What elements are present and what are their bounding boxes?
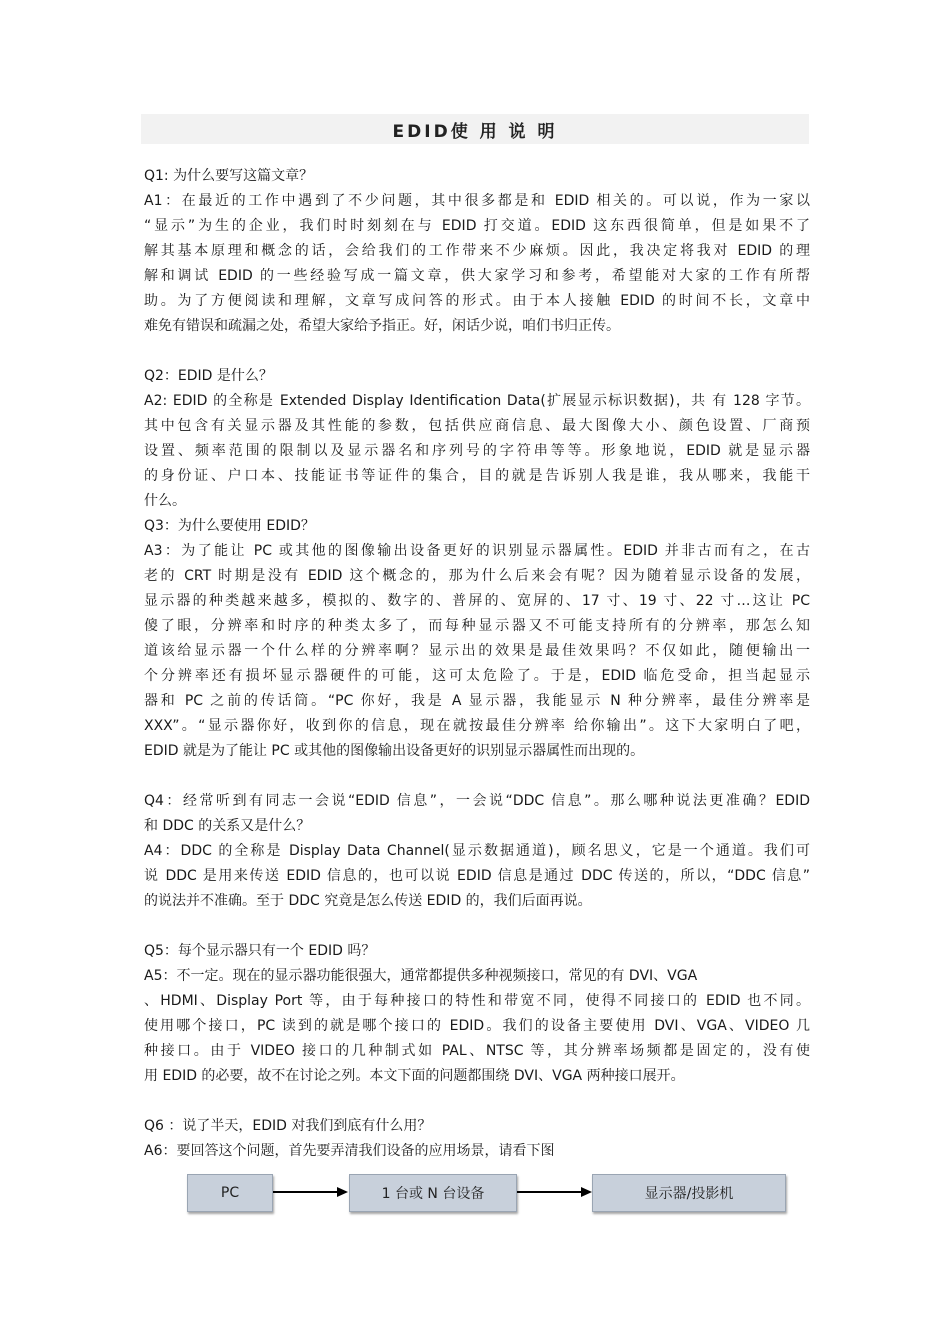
text-line: A3：为了能让 PC 或其他的图像输出设备更好的识别显示器属性。EDID 并非古而有之，在古 <box>144 543 810 559</box>
text-line: 傻了眼，分辨率和时序的种类太多了，而每种显示器又不可能支持所有的分辨率，那怎么知 <box>144 618 810 634</box>
document-body <box>144 164 810 1164</box>
flow-diagram <box>0 1168 950 1218</box>
text-line: A1：在最近的工作中遇到了不少问题，其中很多都是和 EDID 相关的。可以说，作为一家以 <box>144 193 810 209</box>
paragraph-spacer <box>144 764 810 789</box>
text-line: A2: EDID 的全称是 Extended Display Identification Data(扩展显示标识数据)，共 有 128 字节。 <box>144 393 810 409</box>
arrow-right-icon <box>515 1182 595 1202</box>
text-line: 老的 CRT 时期是没有 EDID 这个概念的，那为什么后来会有呢？因为随着显示设备的发展， <box>144 568 810 584</box>
text-line: 和 DDC 的关系又是什么？ <box>144 818 311 834</box>
text-line: 用 EDID 的必要，故不在讨论之列。本文下面的问题都围绕 DVI、VGA 两种接口展开。 <box>144 1068 685 1084</box>
text-line: 解其基本原理和概念的话，会给我们的工作带来不少麻烦。因此，我决定将我对 EDID 的理 <box>144 243 810 259</box>
text-line: 解和调试 EDID 的一些经验写成一篇文章，供大家学习和参考，希望能对大家的工作有所帮 <box>144 268 810 284</box>
text-line: A5：不一定。现在的显示器功能很强大，通常都提供多种视频接口，常见的有 DVI、VGA <box>144 968 698 984</box>
text-line: 道该给显示器一个什么样的分辨率啊？显示出的效果是最佳效果吗？不仅如此，随便输出一 <box>144 643 810 659</box>
diagram-box-devices: 1 台或 N 台设备 <box>349 1174 517 1212</box>
text-line: 个分辨率还有损坏显示器硬件的可能，这可太危险了。于是，EDID 临危受命，担当起显示 <box>144 668 810 684</box>
document-title: EDID使 用 说 明 <box>392 121 558 142</box>
text-line: “显示”为生的企业，我们时时刻刻在与 EDID 打交道。EDID 这东西很简单，但是如果不了 <box>144 218 810 234</box>
text-line: 显示器的种类越来越多，模拟的、数字的、普屏的、宽屏的、17 寸、19 寸、22 寸…这让 PC <box>144 593 810 609</box>
text-line: A6：要回答这个问题，首先要弄清我们设备的应用场景，请看下图 <box>144 1143 555 1159</box>
text-line: Q4：经常听到有同志一会说“EDID 信息”，一会说“DDC 信息”。那么哪种说法更准确？EDID <box>144 793 810 809</box>
arrow-right-icon <box>271 1182 351 1202</box>
text-line: 难免有错误和疏漏之处，希望大家给予指正。好，闲话少说，咱们书归正传。 <box>144 318 620 334</box>
text-line: Q1: 为什么要写这篇文章？ <box>144 168 314 184</box>
paragraph-spacer <box>144 914 810 939</box>
text-line: Q6 ：说了半天，EDID 对我们到底有什么用？ <box>144 1118 432 1134</box>
text-line: Q2：EDID 是什么？ <box>144 368 273 384</box>
text-line: EDID 就是为了能让 PC 或其他的图像输出设备更好的识别显示器属性而出现的。 <box>144 743 645 759</box>
text-line: A4：DDC 的全称是 Display Data Channel(显示数据通道)，顾名思义，它是一个通道。我们可 <box>144 843 810 859</box>
paragraph-spacer <box>144 1089 810 1114</box>
paragraph-spacer <box>144 339 810 364</box>
text-line: Q5：每个显示器只有一个 EDID 吗？ <box>144 943 376 959</box>
text-line: 什么。 <box>144 493 186 509</box>
text-line: 器和 PC 之前的传话筒。“PC 你好，我是 A 显示器，我能显示 N 种分辨率，最佳分辨率是 <box>144 693 810 709</box>
text-line: 说 DDC 是用来传送 EDID 信息的，也可以说 EDID 信息是通过 DDC 传送的，所以，“DDC 信息” <box>144 868 810 884</box>
text-line: 的说法并不准确。至于 DDC 究竟是怎么传送 EDID 的，我们后面再说。 <box>144 893 592 909</box>
diagram-box-pc: PC <box>187 1174 273 1212</box>
diagram-box-display: 显示器/投影机 <box>592 1174 786 1212</box>
text-line: 的身份证、户口本、技能证书等证件的集合，目的就是告诉别人我是谁，我从哪来，我能干 <box>144 468 810 484</box>
text-line: 助。为了方便阅读和理解，文章写成问答的形式。由于本人接触 EDID 的时间不长，文章中 <box>144 293 810 309</box>
text-line: 设置、频率范围的限制以及显示器名和序列号的字符串等等。形象地说，EDID 就是显示器 <box>144 443 810 459</box>
text-line: Q3：为什么要使用 EDID？ <box>144 518 315 534</box>
text-line: 种接口。由于 VIDEO 接口的几种制式如 PAL、NTSC 等，其分辨率场频都是固定的，没有使 <box>144 1043 810 1059</box>
title-bar <box>141 114 809 144</box>
text-line: XXX”。“显示器你好，收到你的信息，现在就按最佳分辨率 给你输出”。这下大家明白了吧， <box>144 718 810 734</box>
text-line: 使用哪个接口，PC 读到的就是哪个接口的 EDID。我们的设备主要使用 DVI、VGA、VIDEO 几 <box>144 1018 810 1034</box>
text-line: 其中包含有关显示器及其性能的参数，包括供应商信息、最大图像大小、颜色设置、厂商预 <box>144 418 810 434</box>
text-line: 、HDMI、Display Port 等，由于每种接口的特性和带宽不同，使得不同接口的 EDID 也不同。 <box>144 993 810 1009</box>
